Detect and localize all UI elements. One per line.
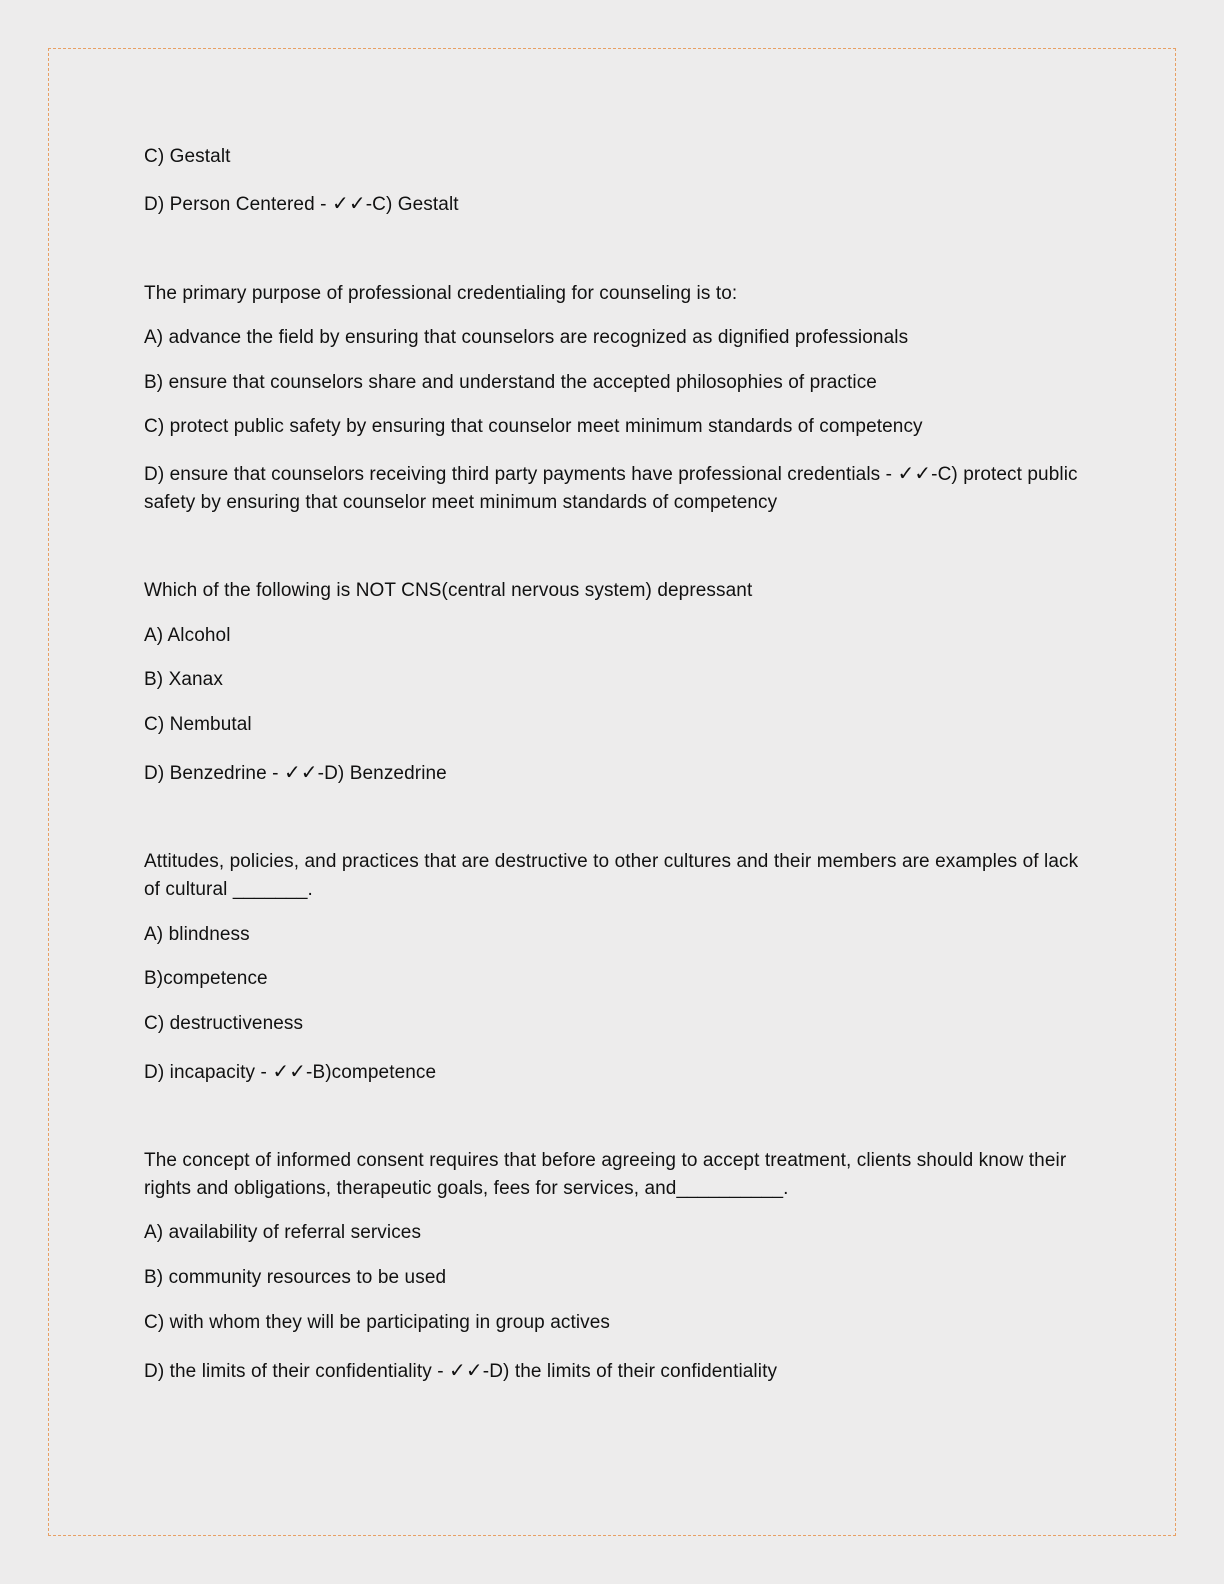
q2-option-d: D) Benzedrine - ✓✓-D) Benzedrine [144,760,447,784]
q1-option-c: C) protect public safety by ensuring that counselor meet minimum standards of competency [144,416,923,437]
q2-option-b: B) Xanax [144,669,223,690]
q3-option-a: A) blindness [144,924,250,945]
q0-option-d: D) Person Centered - ✓✓-C) Gestalt [144,191,459,215]
q2-answer: D) Benzedrine [324,763,447,784]
double-check-icon: ✓✓ [449,1358,483,1382]
q3-answer: B)competence [312,1062,437,1083]
q3-option-c: C) destructiveness [144,1013,304,1034]
q3-question: Attitudes, policies, and practices that are destructive to other cultures and their members are examples of lack of cultural _______. [144,851,1079,900]
q3-option-d: D) incapacity - ✓✓-B)competence [144,1059,437,1083]
double-check-icon: ✓✓ [331,191,366,215]
q2-option-c: C) Nembutal [144,714,252,735]
q4-option-c: C) with whom they will be participating in group actives [144,1312,611,1333]
q4-option-d: D) the limits of their confidentiality - ✓✓-D) the limits of their confidentiality [144,1358,778,1382]
q4-answer: D) the limits of their confidentiality [489,1361,778,1382]
q2-option-a: A) Alcohol [144,625,231,646]
q4-option-a: A) availability of referral services [144,1222,422,1243]
q0-answer: C) Gestalt [372,194,459,215]
q1-option-b: B) ensure that counselors share and understand the accepted philosophies of practice [144,372,877,393]
q1-option-a: A) advance the field by ensuring that counselors are recognized as dignified professionals [144,327,909,348]
q1-answer: C) protect public safety by ensuring that counselor meet minimum standards of competency [144,464,1078,513]
q1-option-d: D) ensure that counselors receiving third party payments have professional credentials - ✓✓-C) protect public safety by ensuring that counselor meet minimum standards of competency [144,461,1078,513]
q0-option-c: C) Gestalt [144,146,231,167]
double-check-icon: ✓✓ [897,461,932,485]
q4-question: The concept of informed consent requires that before agreeing to accept treatment, clients should know their rights and obligations, therapeutic goals, fees for services, and__________. [144,1150,1067,1199]
q3-option-b: B)competence [144,968,268,989]
q2-question: Which of the following is NOT CNS(central nervous system) depressant [144,580,753,601]
q4-option-b: B) community resources to be used [144,1267,447,1288]
double-check-icon: ✓✓ [283,760,318,784]
q1-question: The primary purpose of professional credentialing for counseling is to: [144,283,738,304]
double-check-icon: ✓✓ [272,1059,307,1083]
